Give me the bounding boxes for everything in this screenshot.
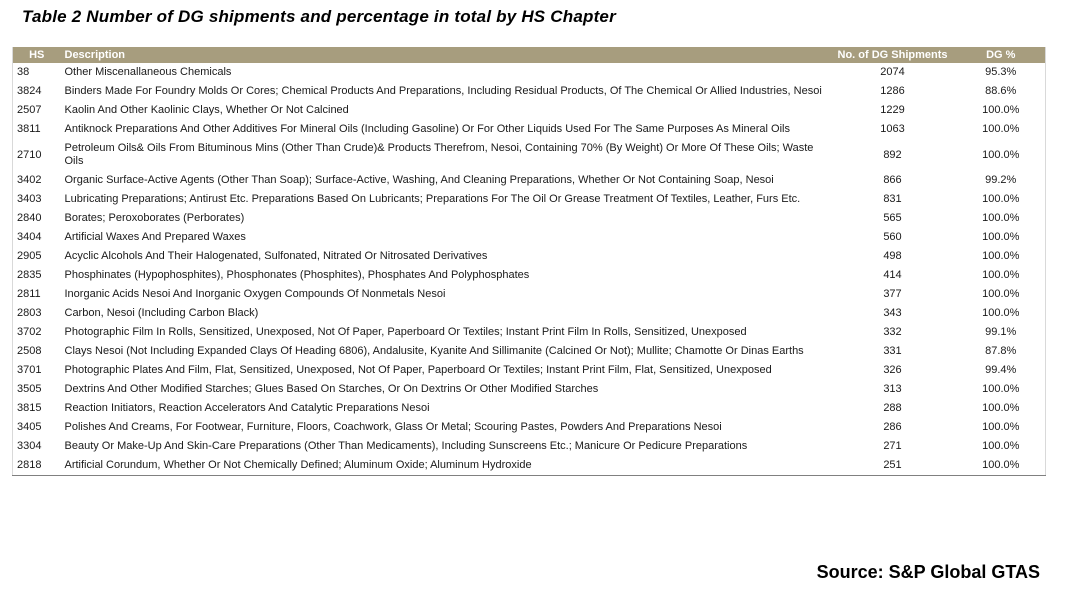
description-cell: Phosphinates (Hypophosphites), Phosphonates (Phosphites), Phosphates And Polyphosphates	[64, 269, 530, 281]
shipments-count-cell: 565	[883, 212, 902, 224]
dg-percent-cell: 100.0%	[982, 250, 1020, 262]
table-row	[13, 456, 1046, 476]
hs-code-cell: 3811	[17, 123, 41, 135]
description-cell: Carbon, Nesoi (Including Carbon Black)	[64, 307, 259, 319]
shipments-count-cell: 1063	[880, 123, 905, 135]
description-cell: Inorganic Acids Nesoi And Inorganic Oxygen Compounds Of Nonmetals Nesoi	[64, 288, 446, 300]
dg-percent-cell: 100.0%	[982, 402, 1020, 414]
col-header-description: Description	[64, 49, 126, 61]
table-row	[13, 171, 1046, 190]
shipments-count-cell: 1229	[880, 104, 905, 116]
dg-percent-cell: 99.1%	[985, 326, 1017, 338]
description-cell: Reaction Initiators, Reaction Accelerators And Catalytic Preparations Nesoi	[64, 402, 430, 414]
dg-percent-cell: 100.0%	[982, 123, 1020, 135]
shipments-count-cell: 414	[883, 269, 902, 281]
shipments-count-cell: 892	[883, 148, 902, 161]
dg-shipments-table	[12, 47, 1046, 476]
table-row	[13, 228, 1046, 247]
shipments-count-cell: 343	[883, 307, 902, 319]
table-row	[13, 247, 1046, 266]
shipments-count-cell: 1286	[880, 85, 905, 97]
hs-code-cell: 2710	[17, 148, 42, 161]
description-cell: Clays Nesoi (Not Including Expanded Clays Of Heading 6806), Andalusite, Kyanite And Sillimanite (Calcined Or Not); Mullite; Chamotte Or Dinas Earths	[64, 345, 804, 357]
description-cell: Beauty Or Make-Up And Skin-Care Preparations (Other Than Medicaments), Including Sunscreens Etc.; Manicure Or Pedicure Preparations	[64, 440, 748, 452]
shipments-count-cell: 331	[883, 345, 902, 357]
description-cell: Antiknock Preparations And Other Additives For Mineral Oils (Including Gasoline) Or For Other Liquids Used For The Same Purposes As Mineral Oils	[64, 123, 790, 135]
dg-percent-cell: 100.0%	[982, 193, 1020, 205]
shipments-count-cell: 866	[883, 174, 902, 186]
hs-code-cell: 2803	[17, 307, 42, 319]
dg-percent-cell: 100.0%	[982, 212, 1020, 224]
shipments-count-cell: 251	[883, 459, 902, 471]
shipments-count-cell: 286	[883, 421, 902, 433]
shipments-count-cell: 831	[883, 193, 902, 205]
table-row	[13, 304, 1046, 323]
col-header-hs: HS	[29, 49, 45, 61]
description-cell: Artificial Corundum, Whether Or Not Chemically Defined; Aluminum Oxide; Aluminum Hydroxide	[64, 459, 532, 471]
table-row	[13, 82, 1046, 101]
table-row	[13, 361, 1046, 380]
description-cell: Polishes And Creams, For Footwear, Furniture, Floors, Coachwork, Glass Or Metal; Scouring Pastes, Powders And Preparations Nesoi	[64, 421, 722, 433]
dg-percent-cell: 87.8%	[985, 345, 1017, 357]
dg-percent-cell: 100.0%	[982, 383, 1020, 395]
table-body	[13, 63, 1046, 476]
shipments-count-cell: 332	[883, 326, 902, 338]
hs-code-cell: 3402	[17, 174, 42, 186]
source-note: Source: S&P Global GTAS	[816, 562, 1040, 582]
col-header-shipments: No. of DG Shipments	[837, 49, 948, 61]
table-row	[13, 190, 1046, 209]
table-row	[13, 101, 1046, 120]
description-cell: Photographic Plates And Film, Flat, Sensitized, Unexposed, Not Of Paper, Paperboard Or Textiles; Instant Print Film, Flat, Sensitized, Unexposed	[64, 364, 772, 376]
description-cell: Organic Surface-Active Agents (Other Than Soap); Surface-Active, Washing, And Cleaning Preparations, Whether Or Not Containing Soap, Nesoi	[64, 174, 774, 186]
dg-percent-cell: 100.0%	[982, 459, 1020, 471]
description-cell: Acyclic Alcohols And Their Halogenated, Sulfonated, Nitrated Or Nitrosated Derivatives	[64, 250, 488, 262]
hs-code-cell: 2508	[17, 345, 42, 357]
dg-percent-cell: 95.3%	[985, 66, 1017, 78]
dg-percent-cell: 100.0%	[982, 421, 1020, 433]
hs-code-cell: 2835	[17, 269, 42, 281]
description-cell: Lubricating Preparations; Antirust Etc. Preparations Based On Lubricants; Preparations For The Oil Or Grease Treatment Of Textiles, Leather, Furs Etc.	[64, 193, 801, 205]
hs-code-cell: 3824	[17, 85, 42, 97]
table-row	[13, 266, 1046, 285]
description-cell: Borates; Peroxoborates (Perborates)	[64, 212, 245, 224]
dg-percent-cell: 88.6%	[985, 85, 1017, 97]
shipments-count-cell: 377	[883, 288, 902, 300]
shipments-count-cell: 326	[883, 364, 902, 376]
dg-percent-cell: 100.0%	[982, 148, 1020, 161]
shipments-count-cell: 271	[883, 440, 902, 452]
table-row	[13, 399, 1046, 418]
dg-percent-cell: 99.4%	[985, 364, 1017, 376]
hs-code-cell: 2507	[17, 104, 42, 116]
shipments-count-cell: 313	[883, 383, 902, 395]
table-row	[13, 139, 1046, 171]
description-cell: Other Miscenallaneous Chemicals	[64, 66, 232, 78]
shipments-count-cell: 2074	[880, 66, 905, 78]
description-cell: Binders Made For Foundry Molds Or Cores; Chemical Products And Preparations, Including Residual Products, Of The Chemical Or Allied Industries, Nesoi	[64, 85, 822, 97]
shipments-count-cell: 288	[883, 402, 902, 414]
hs-code-cell: 2905	[17, 250, 42, 262]
description-cell: Kaolin And Other Kaolinic Clays, Whether Or Not Calcined	[64, 104, 349, 116]
hs-code-cell: 3403	[17, 193, 42, 205]
table-title: Table 2 Number of DG shipments and percentage in total by HS Chapter	[22, 7, 616, 26]
hs-code-cell: 2840	[17, 212, 42, 224]
hs-code-cell: 38	[17, 66, 30, 78]
dg-percent-cell: 100.0%	[982, 231, 1020, 243]
description-cell: Photographic Film In Rolls, Sensitized, Unexposed, Not Of Paper, Paperboard Or Textiles; Instant Print Film In Rolls, Sensitized, Unexposed	[64, 326, 747, 338]
dg-percent-cell: 100.0%	[982, 440, 1020, 452]
dg-percent-cell: 100.0%	[982, 104, 1020, 116]
table-row	[13, 209, 1046, 228]
table-row	[13, 120, 1046, 139]
hs-code-cell: 3304	[17, 440, 42, 452]
table-row	[13, 380, 1046, 399]
table-row	[13, 342, 1046, 361]
table-header-row	[13, 47, 1046, 63]
table-row	[13, 63, 1046, 82]
table-row	[13, 418, 1046, 437]
hs-code-cell: 3815	[17, 402, 42, 414]
shipments-count-cell: 498	[883, 250, 902, 262]
shipments-count-cell: 560	[883, 231, 902, 243]
table-row	[13, 285, 1046, 304]
description-cell: Artificial Waxes And Prepared Waxes	[64, 231, 246, 243]
hs-code-cell: 3505	[17, 383, 42, 395]
dg-percent-cell: 99.2%	[985, 174, 1017, 186]
dg-percent-cell: 100.0%	[982, 288, 1020, 300]
col-header-dg-pct: DG %	[986, 49, 1016, 61]
hs-code-cell: 3702	[17, 326, 42, 338]
hs-code-cell: 2818	[17, 459, 42, 471]
hs-code-cell: 3404	[17, 231, 42, 243]
hs-code-cell: 3405	[17, 421, 42, 433]
table-row	[13, 323, 1046, 342]
description-cell: Petroleum Oils& Oils From Bituminous Mins (Other Than Crude)& Products Therefrom, Nesoi, Containing 70% (By Weight) Or More Of These Oils; Waste Oils	[64, 142, 814, 167]
hs-code-cell: 2811	[17, 288, 41, 300]
dg-percent-cell: 100.0%	[982, 269, 1020, 281]
description-cell: Dextrins And Other Modified Starches; Glues Based On Starches, Or On Dextrins Or Other Modified Starches	[64, 383, 599, 395]
hs-code-cell: 3701	[17, 364, 42, 376]
table-row	[13, 437, 1046, 456]
dg-percent-cell: 100.0%	[982, 307, 1020, 319]
